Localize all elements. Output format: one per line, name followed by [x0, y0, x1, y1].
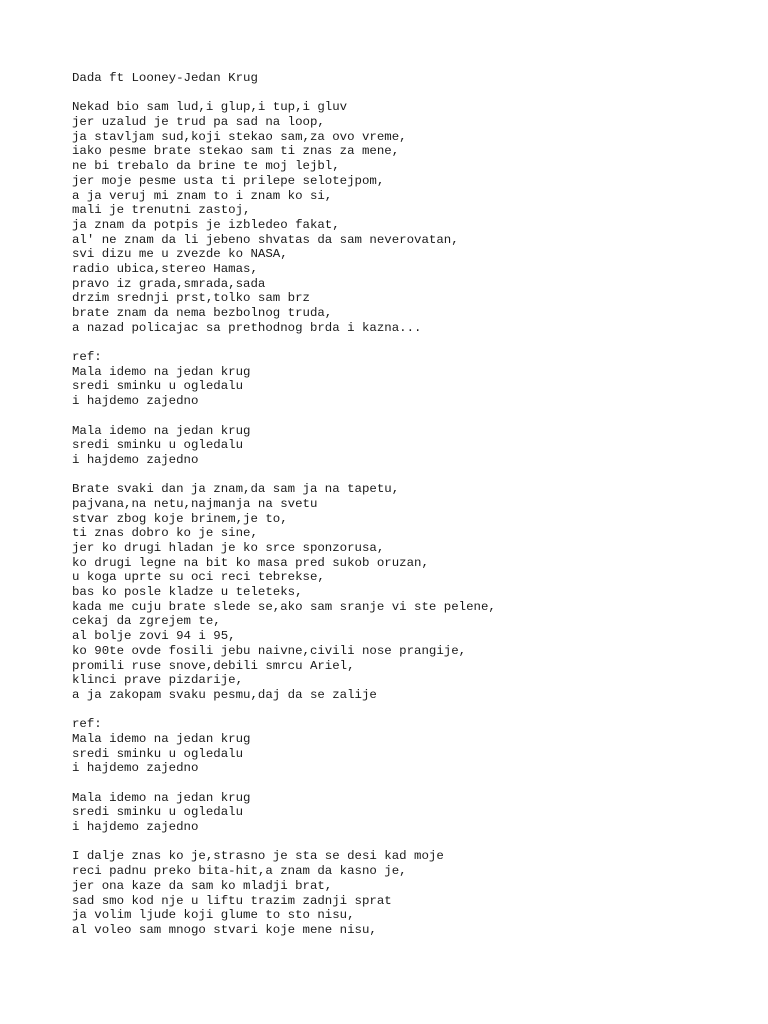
lyric-line: ko 90te ovde fosili jebu naivne,civili nose prangije, — [72, 643, 467, 658]
lyric-line: stvar zbog koje brinem,je to, — [72, 511, 288, 526]
lyric-line: mali je trenutni zastoj, — [72, 203, 251, 218]
lyric-line: iako pesme brate stekao sam ti znas za mene, — [72, 144, 400, 159]
lyric-line: ref: — [72, 350, 102, 365]
lyric-line: Mala idemo na jedan krug — [72, 731, 251, 746]
lyric-line: brate znam da nema bezbolnog truda, — [72, 306, 333, 321]
lyric-line: jer ko drugi hladan je ko srce sponzorusa, — [72, 541, 385, 556]
lyric-line: al bolje zovi 94 i 95, — [72, 629, 236, 644]
stanza — [72, 100, 752, 335]
lyric-line: u koga uprte su oci reci tebrekse, — [72, 570, 325, 585]
lyric-line: ja stavljam sud,koji stekao sam,za ovo vreme, — [72, 129, 407, 144]
lyric-line: i hajdemo zajedno — [72, 820, 199, 835]
lyric-line: I dalje znas ko je,strasno je sta se desi kad moje — [72, 849, 444, 864]
lyric-line: i hajdemo zajedno — [72, 452, 199, 467]
lyric-line: sad smo kod nje u liftu trazim zadnji sprat — [72, 893, 392, 908]
lyrics-text-block — [72, 71, 752, 952]
lyric-line: pajvana,na netu,najmanja na svetu — [72, 496, 318, 511]
lyric-line: al voleo sam mnogo stvari koje mene nisu, — [72, 922, 377, 937]
lyric-line: jer uzalud je trud pa sad na loop, — [72, 115, 325, 130]
stanza — [72, 791, 752, 835]
lyric-line: a ja veruj mi znam to i znam ko si, — [72, 188, 333, 203]
lyric-line: Mala idemo na jedan krug — [72, 364, 251, 379]
lyric-line: radio ubica,stereo Hamas, — [72, 261, 258, 276]
lyric-line: a nazad policajac sa prethodnog brda i kazna... — [72, 320, 422, 335]
lyric-line: jer moje pesme usta ti prilepe selotejpom, — [72, 173, 385, 188]
lyric-line: sredi sminku u ogledalu — [72, 805, 244, 820]
lyric-line: Brate svaki dan ja znam,da sam ja na tapetu, — [72, 482, 400, 497]
lyric-line: al' ne znam da li jebeno shvatas da sam neverovatan, — [72, 232, 459, 247]
lyrics-body — [72, 100, 752, 937]
lyric-line: ja volim ljude koji glume to sto nisu, — [72, 908, 355, 923]
lyric-line: a ja zakopam svaku pesmu,daj da se zalije — [72, 687, 377, 702]
lyric-line: klinci prave pizdarije, — [72, 673, 244, 688]
lyric-line: kada me cuju brate slede se,ako sam sranje vi ste pelene, — [72, 599, 496, 614]
stanza — [72, 350, 752, 409]
lyric-line: ref: — [72, 717, 102, 732]
stanza — [72, 717, 752, 776]
lyric-line: Mala idemo na jedan krug — [72, 423, 251, 438]
lyric-line: promili ruse snove,debili smrcu Ariel, — [72, 658, 355, 673]
lyric-line: ko drugi legne na bit ko masa pred sukob oruzan, — [72, 555, 429, 570]
lyric-line: pravo iz grada,smrada,sada — [72, 276, 266, 291]
lyric-line: ja znam da potpis je izbledeo fakat, — [72, 217, 340, 232]
lyric-line: drzim srednji prst,tolko sam brz — [72, 291, 310, 306]
lyric-line: i hajdemo zajedno — [72, 394, 199, 409]
stanza — [72, 424, 752, 468]
lyric-line: Nekad bio sam lud,i glup,i tup,i gluv — [72, 100, 348, 115]
lyric-line: reci padnu preko bita-hit,a znam da kasno je, — [72, 864, 407, 879]
lyric-line: i hajdemo zajedno — [72, 761, 199, 776]
document-title: Dada ft Looney-Jedan Krug — [72, 71, 258, 85]
lyric-line: sredi sminku u ogledalu — [72, 379, 244, 394]
lyric-line: bas ko posle kladze u teleteks, — [72, 585, 303, 600]
lyric-line: svi dizu me u zvezde ko NASA, — [72, 247, 288, 262]
lyric-line: sredi sminku u ogledalu — [72, 438, 244, 453]
lyric-line: ne bi trebalo da brine te moj lejbl, — [72, 159, 340, 174]
lyric-line: Mala idemo na jedan krug — [72, 790, 251, 805]
stanza — [72, 482, 752, 702]
lyric-line: cekaj da zgrejem te, — [72, 614, 221, 629]
stanza — [72, 849, 752, 937]
lyric-line: jer ona kaze da sam ko mladji brat, — [72, 878, 333, 893]
lyric-line: sredi sminku u ogledalu — [72, 746, 244, 761]
lyric-line: ti znas dobro ko je sine, — [72, 526, 258, 541]
